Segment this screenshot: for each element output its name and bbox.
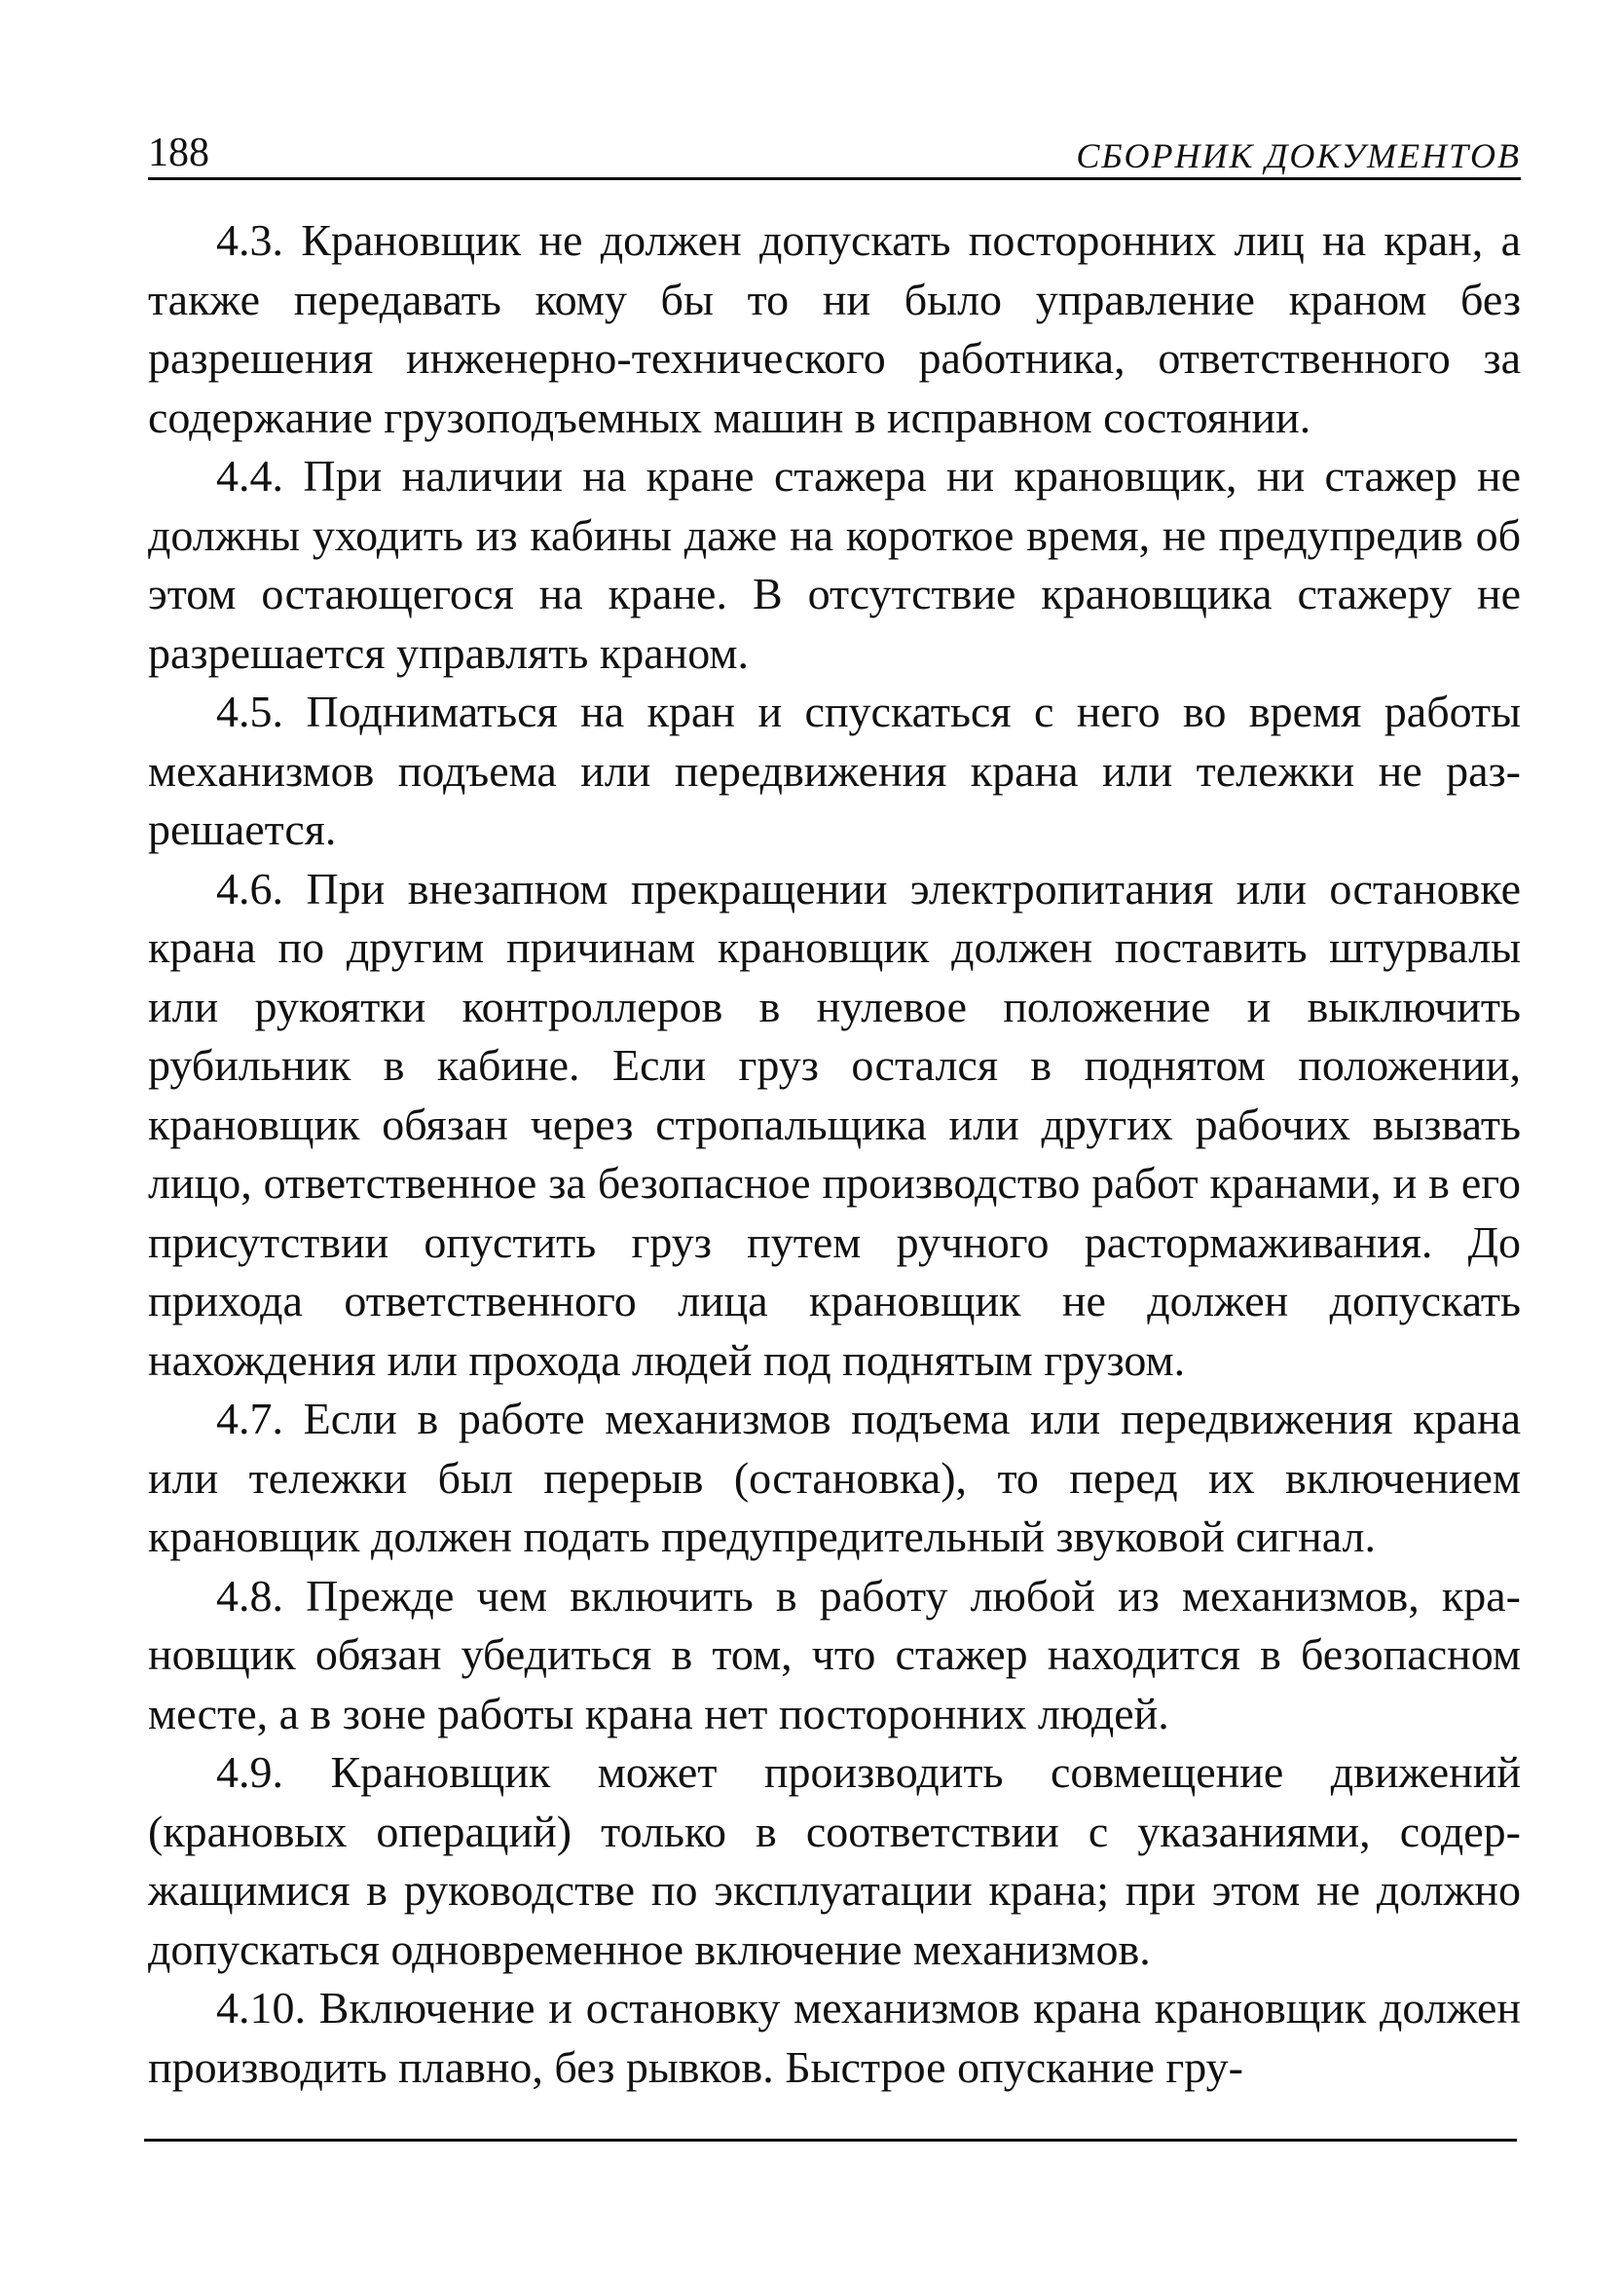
page-number: 188 <box>148 131 209 175</box>
paragraph-4-5: 4.5. Подниматься на кран и спускаться с него во время работы механизмов подъема или передвижения крана или тележки не разрешается. <box>148 687 1521 854</box>
running-title: СБОРНИК ДОКУМЕНТОВ <box>1076 136 1521 175</box>
document-page <box>148 115 1521 2097</box>
paragraph-4-9: 4.9. Крановщик может производить совмещение движений (крановых операций) только в соответствии с указаниями, содержащимися в руководстве по эксплуатации крана; при этом не должно допускаться одновременное включение механизмов. <box>148 1747 1521 1974</box>
paragraph-4-8: 4.8. Прежде чем включить в работу любой из механизмов, крановщик обязан убедиться в том, что стажер находится в безопасном месте, а в зоне работы крана нет посторонних людей. <box>148 1570 1521 1738</box>
running-header <box>148 115 1521 180</box>
paragraph-4-3: 4.3. Крановщик не должен допускать посторонних лиц на кран, а также передавать кому бы то ни было управление краном без разрешения инженерно-технического работника, ответственного за содержание грузоподъемных машин в исправном состоянии. <box>148 215 1521 442</box>
body-text <box>148 211 1521 2097</box>
paragraph-4-7: 4.7. Если в работе механизмов подъема или передвижения крана или тележки был перерыв (остановка), то перед их включением крановщик должен подать предупредительный звуковой сигнал. <box>148 1394 1521 1561</box>
paragraph-4-10: 4.10. Включение и остановку механизмов крана крановщик должен производить плавно, без рывков. Быстрое опускание гру- <box>148 1983 1521 2092</box>
footer-rule <box>144 2139 1517 2142</box>
paragraph-4-4: 4.4. При наличии на кране стажера ни крановщик, ни стажер не должны уходить из кабины даже на короткое время, не предупредив об этом остающегося на кране. В отсутствие крановщика стажеру не разрешается управлять краном. <box>148 451 1521 678</box>
paragraph-4-6: 4.6. При внезапном прекращении электропитания или остановке крана по другим причинам крановщик должен поставить штурвалы или рукоятки контроллеров в нулевое положение и выключить рубильник в кабине. Если груз остался в поднятом положении, крановщик обязан через стропальщика или других рабочих вызвать лицо, ответственное за безопасное производство работ кранами, и в его присутствии опустить груз путем ручного растормаживания. До прихода ответственного лица крановщик не должен допускать нахождения или прохода людей под поднятым грузом. <box>148 863 1521 1385</box>
